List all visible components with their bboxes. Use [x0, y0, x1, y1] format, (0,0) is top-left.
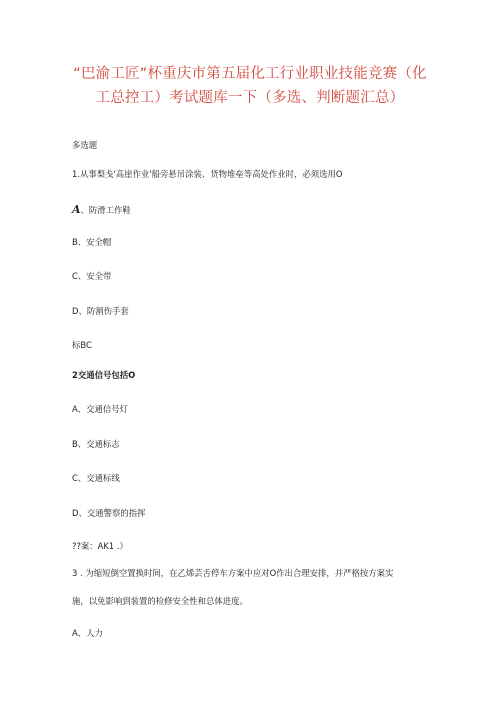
question-3-stem-line-2: 施，以免影响到装置的检修安全性和总体进度。 [72, 596, 248, 606]
question-1-stem: 1.从事梨戋'高崖作业'船旁悬吊涂装、货物堆垒等高处作业时，必须选用O [72, 169, 343, 179]
section-heading: 多选题 [72, 140, 98, 150]
question-1-option-b: B、安全帽 [72, 237, 112, 247]
title-line-1: “巴渝工匠”杯重庆市第五届化工行业职业技能竞赛（化 [73, 66, 427, 82]
question-1-option-a [72, 204, 131, 216]
question-3-option-a: A、人力 [72, 628, 103, 638]
option-a-letter: A [72, 203, 81, 216]
question-2-stem: 2交通信号包括O [72, 370, 136, 380]
option-a-text: 、防滑工作鞋 [80, 205, 131, 215]
question-1-option-d: D、防割伤手套 [72, 306, 129, 316]
question-2-option-b: B、交通标志 [72, 439, 120, 449]
document-title [60, 62, 440, 110]
question-2-answer: ??案：AK1 .） [72, 541, 128, 551]
question-3-stem-line-1: 3 . 为缩短倒空置换时间，在乙烯芸舌停车方案中应对O作出合理安排，并严格按方案实 [72, 568, 394, 578]
question-2-option-c: C、交通标线 [72, 473, 120, 483]
question-2-option-d: D、交通警察的指挥 [72, 508, 146, 518]
question-1-answer: 标BC [72, 340, 92, 350]
question-2-option-a: A、交通信号灯 [72, 404, 128, 414]
question-1-option-c: C、安全带 [72, 271, 112, 281]
title-line-2: 工总控工）考试题库一下（多选、判断题汇总） [95, 90, 405, 106]
